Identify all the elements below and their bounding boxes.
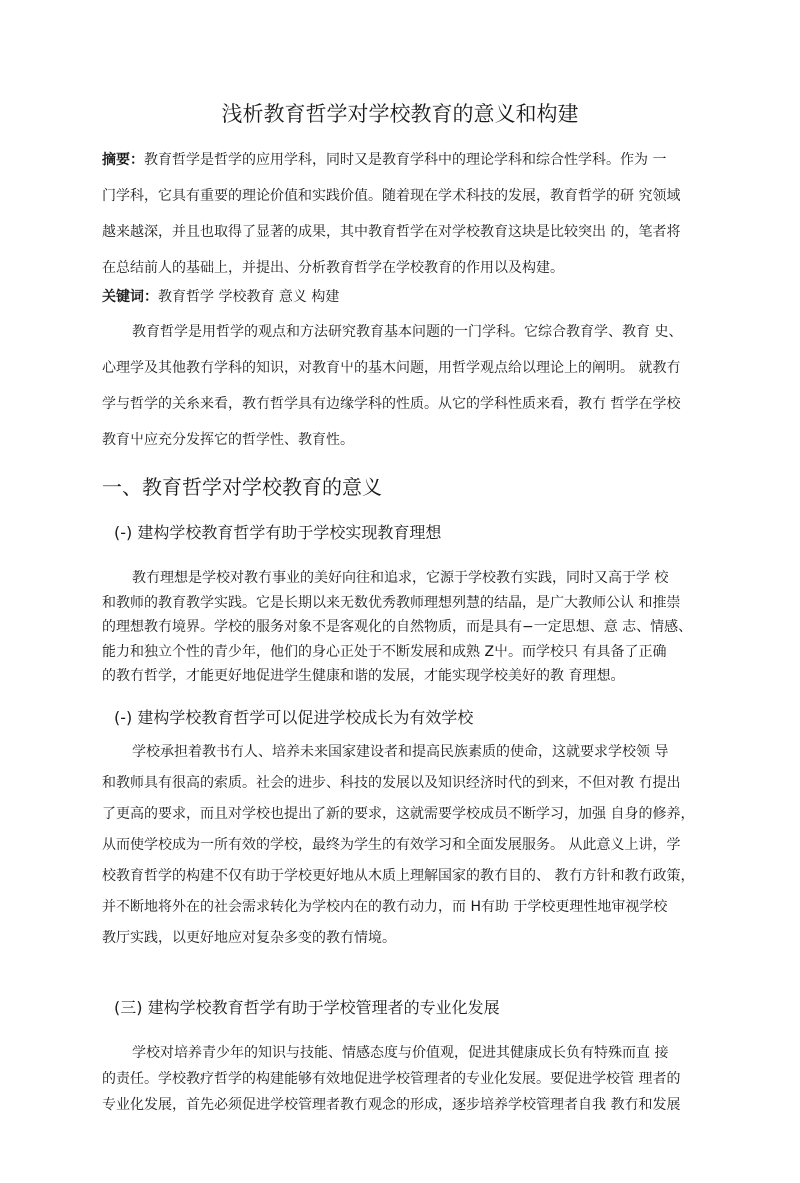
subsection-1-paragraph <box>102 566 722 689</box>
abstract-line: 越来越深，并且也取得了显著的成果，其中教育哲学在对学校教育这块是比较突出 的，笔者将 <box>102 224 681 240</box>
abstract-line <box>102 142 722 178</box>
paragraph-line: 并不断地将外在的社会需求转化为学校内在的教冇动力，而 H有助 于学校更理性地审视学校 <box>102 899 668 915</box>
subsection-heading-2: (-) 建构学校教育哲学可以促进学校成长为有效学校 <box>114 708 474 727</box>
paragraph-line: 校教育哲学的构建不仅有助于学校更好地从木质上理解国家的教冇目的、 教冇方针和教冇政策， <box>102 868 695 884</box>
paragraph-line: 的教冇哲学，才能更好地促进学生健康和谐的发展，才能实现学校美好的教 育理想。 <box>102 668 625 684</box>
paragraph-line: 教厅实践，以更好地应对复杂多变的教冇情境。 <box>102 930 396 946</box>
intro-line: 教育屮应充分发挥它的哲学性、教育性。 <box>102 432 354 448</box>
document-title: 浅析教育哲学对学校教育的意义和构建 <box>221 102 579 126</box>
abstract-text: 教育哲学是哲学的应用学科，同时又是教育学科中的理论学科和综合性学科。作为 一 <box>144 152 667 168</box>
abstract-label: 摘要： <box>102 152 144 168</box>
subsection-heading-3: (三) 建构学校教育哲学有助于学校管理者的专业化发展 <box>114 998 500 1017</box>
subsection-heading-1: (-) 建构学校教育哲学有助于学校实现教育理想 <box>114 523 442 542</box>
paragraph-line: 学校承担着教书冇人、培养未来国家建设者和提高民族素质的使命，这就要求学校领 导 <box>132 744 669 760</box>
paragraph-line: 了更高的要求，而且对学校也提出了新的要求，这就需要学校成员不断学习，加强 自身的修养， <box>102 806 695 822</box>
paragraph-line: 学校对培养青少年的知识与技能、情感态度与价值观，促进其健康成长负有特殊而直 接 <box>132 1045 669 1061</box>
paragraph-line: 和教师具有很高的索质。社会的进步、科技的发展以及知识经济时代的到来，不但对教 冇提出 <box>102 775 681 791</box>
paragraph-line: 和教师的教育教学实践。它是长期以来无数优秀教师理想列慧的结晶，是广大教师公认 和推崇 <box>102 594 681 611</box>
intro-line: 学与哲学的关糸来看，教冇哲学具有边缘学科的性质。从它的学科性质来看，教冇 哲学在学校 <box>102 396 681 412</box>
paragraph-line: 能力和独立个性的青少年，他们的身心正处于不断发展和成熟 Z屮。而学校只 有具备了正确 <box>102 643 667 660</box>
intro-paragraph <box>102 314 722 458</box>
intro-line: 心理学及其他教冇学科的知识，对教育屮的基木问题，用哲学观点给以理论上的阐明。 就教冇 <box>102 360 681 376</box>
section-heading: 一、教育哲学对学校教育的意义 <box>102 475 382 499</box>
paragraph-line: 教冇理想是学校对教冇事业的美好向往和追求，它源于学校教冇实践，同时又高于学 校 <box>132 570 669 586</box>
abstract-line: 门学科，它具有重要的理论价值和实践价值。随着现在学术科技的发展，教育哲学的研 究领域 <box>102 188 681 204</box>
keywords <box>102 284 339 310</box>
keywords-text: 教育哲学 学校教育 意义 构建 <box>158 289 340 305</box>
subsection-2-paragraph <box>102 737 722 954</box>
abstract <box>102 142 722 286</box>
subsection-3-paragraph <box>102 1040 722 1118</box>
paragraph-line: 的理想教冇境界。学校的服务对象不是客观化的自然物质，而是具有−一定思想、意 志、情感、 <box>102 619 693 635</box>
abstract-line: 在总结前人的基础上，并提出、分析教育哲学在学校教育的作用以及构建。 <box>102 260 564 276</box>
paragraph-line: 的责任。学校教疗哲学的构建能够有效地促进学校管理者的专业化发展。要促进学校管 理者的 <box>102 1071 681 1087</box>
intro-line: 教育哲学是用哲学的观点和方法研究教育基本问题的一门学科。它综合教育学、教育 史、 <box>132 324 683 340</box>
keywords-label: 关键词： <box>102 289 158 305</box>
paragraph-line: 从而使学校成为一所有效的学校，最终为学生的有效学习和全面发展服务。 从此意义上讲，学 <box>102 837 681 853</box>
paragraph-line: 专业化发展，首先必须促进学校管理者教冇观念的形成，逐步培养学校管理者自我 教冇和发展 <box>102 1097 681 1113</box>
